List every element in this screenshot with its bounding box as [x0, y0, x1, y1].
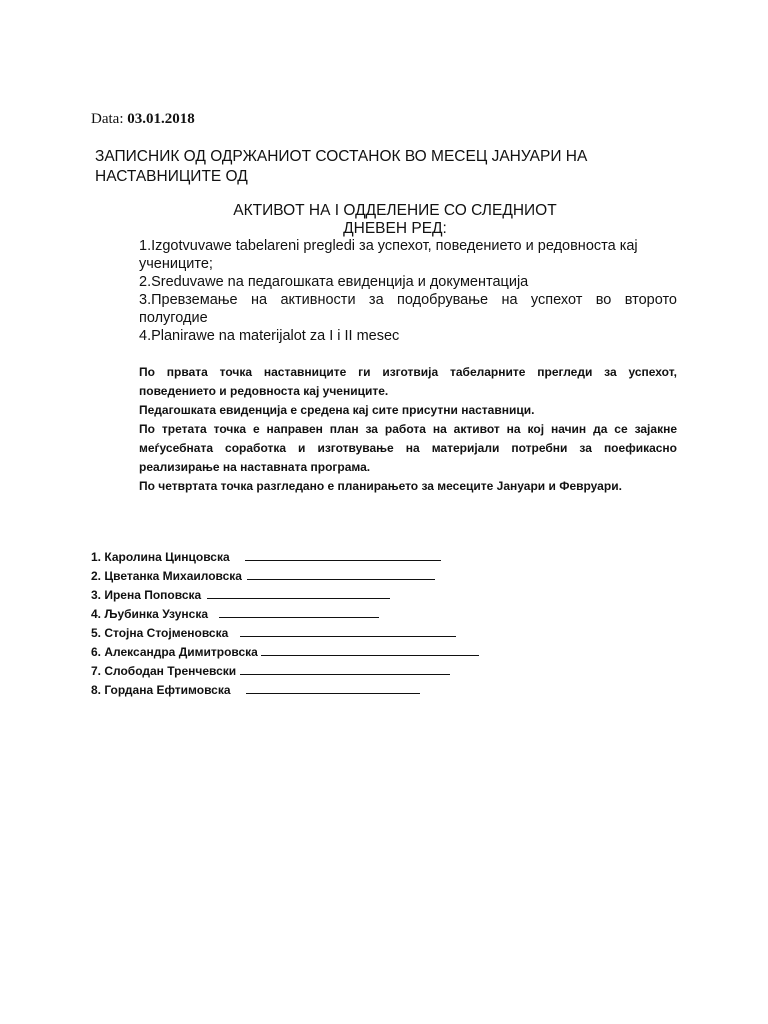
signature-list — [91, 548, 511, 700]
document-subtitle: АКТИВОТ НА I ОДДЕЛЕНИЕ СО СЛЕДНИОТ — [233, 202, 557, 219]
signature-row — [91, 605, 511, 624]
date-value: 03.01.2018 — [127, 111, 195, 127]
signature-line — [245, 548, 441, 561]
agenda-heading: ДНЕВЕН РЕД: — [343, 220, 447, 237]
agenda-item-4: 4.Planirawe na materijalot za I i II mesec — [139, 328, 400, 344]
signature-line — [261, 643, 479, 656]
signatory-name: 1. Каролина Цинцовска — [91, 550, 230, 564]
date-label: Data: — [91, 111, 124, 127]
signature-row — [91, 681, 511, 700]
signature-row — [91, 662, 511, 681]
agenda-item-1: 1.Izgotvuvawe tabelareni pregledi за успехот, поведението и редовноста кај учениците; — [139, 238, 638, 272]
signature-row — [91, 643, 511, 662]
signature-line — [240, 662, 450, 675]
date-line — [91, 111, 195, 128]
minutes-paragraph-1: По првата точка наставниците ги изготвија табеларните прегледи за успехот, поведението и редовноста кај учениците. — [139, 365, 677, 398]
document-title: ЗАПИСНИК ОД ОДРЖАНИОТ СОСТАНОК ВО МЕСЕЦ ЈАНУАРИ НА НАСТАВНИЦИТЕ ОД — [95, 148, 588, 185]
minutes-paragraph-2: Педагошката евиденција е средена кај сите присутни наставници. — [139, 403, 535, 417]
minutes-paragraph-3: По третата точка е направен план за работа на активот на кој начин да се зајакне меѓусебната соработка и изготвување на материјали потребни за поефикасно реализирање на наставната програма. — [139, 422, 677, 474]
minutes-body — [139, 363, 677, 496]
signatory-name: 3. Ирена Поповска — [91, 588, 202, 602]
signature-line — [219, 605, 379, 618]
agenda-item-3: 3.Превземање на активности за подобрување на успехот во второто — [139, 292, 677, 308]
signature-row — [91, 548, 511, 567]
signature-line — [247, 567, 435, 580]
signature-line — [246, 681, 420, 694]
signatory-name: 6. Александра Димитровска — [91, 645, 258, 659]
signatory-name: 2. Цветанка Михаиловска — [91, 569, 242, 583]
agenda-list — [139, 237, 677, 345]
signatory-name: 8. Гордана Ефтимовска — [91, 683, 231, 697]
signatory-name: 5. Стојна Стојменовска — [91, 626, 229, 640]
signature-row — [91, 567, 511, 586]
signatory-name: 4. Љубинка Узунска — [91, 607, 208, 621]
agenda-item-3-continued: полугодие — [139, 310, 208, 326]
signature-row — [91, 624, 511, 643]
minutes-paragraph-4: По четвртата точка разгледано е планирањето за месеците Јануари и Февруари. — [139, 479, 622, 493]
agenda-item-2: 2.Sreduvawe na педагошката евиденција и документација — [139, 274, 529, 290]
signature-row — [91, 586, 511, 605]
signature-line — [207, 586, 390, 599]
signature-line — [240, 624, 456, 637]
signatory-name: 7. Слободан Тренчевски — [91, 664, 237, 678]
